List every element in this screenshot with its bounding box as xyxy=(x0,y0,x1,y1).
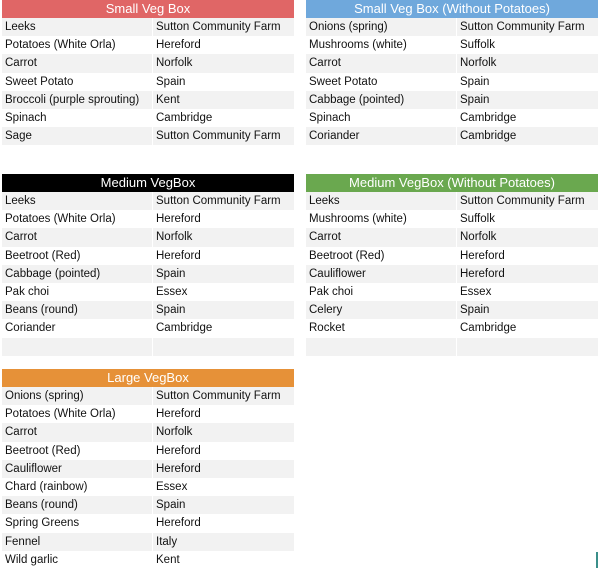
table-row xyxy=(2,145,294,163)
medium-vegbox-without-potatoes-table xyxy=(306,174,598,356)
origin-cell[interactable] xyxy=(153,145,294,163)
table-row xyxy=(2,301,294,319)
table-row xyxy=(306,265,598,283)
table-body xyxy=(2,18,294,164)
origin-cell[interactable]: Cambridge xyxy=(457,319,598,337)
origin-cell[interactable]: Hereford xyxy=(153,460,294,478)
origin-cell[interactable]: Sutton Community Farm xyxy=(457,18,598,36)
medium-vegbox-table xyxy=(2,174,294,356)
table-row xyxy=(2,496,294,514)
origin-cell[interactable]: Essex xyxy=(153,283,294,301)
vegetable-cell[interactable]: Spinach xyxy=(306,109,457,127)
table-row xyxy=(306,247,598,265)
origin-cell[interactable]: Sutton Community Farm xyxy=(153,387,294,405)
origin-cell[interactable]: Spain xyxy=(457,73,598,91)
table-row xyxy=(2,423,294,441)
table-row xyxy=(2,54,294,72)
vegetable-cell[interactable]: Chard (rainbow) xyxy=(2,478,153,496)
vegetable-cell[interactable]: Sweet Potato xyxy=(306,73,457,91)
origin-cell[interactable]: Spain xyxy=(153,301,294,319)
origin-cell[interactable]: Sutton Community Farm xyxy=(153,18,294,36)
table-row xyxy=(306,192,598,210)
vegetable-cell[interactable]: Beetroot (Red) xyxy=(306,247,457,265)
table-row xyxy=(2,551,294,569)
vegetable-cell[interactable]: Beetroot (Red) xyxy=(2,247,153,265)
origin-cell[interactable]: Cambridge xyxy=(457,127,598,145)
table-row xyxy=(306,54,598,72)
origin-cell[interactable]: Spain xyxy=(153,73,294,91)
table-header: Small Veg Box xyxy=(2,0,294,18)
vegetable-cell[interactable]: Cauliflower xyxy=(306,265,457,283)
origin-cell[interactable]: Hereford xyxy=(153,210,294,228)
vegetable-cell[interactable]: Celery xyxy=(306,301,457,319)
table-header: Medium VegBox (Without Potatoes) xyxy=(306,174,598,192)
vegetable-cell[interactable]: Carrot xyxy=(306,54,457,72)
table-row xyxy=(2,36,294,54)
vegetable-cell[interactable]: Spring Greens xyxy=(2,514,153,532)
table-row xyxy=(306,319,598,337)
origin-cell[interactable]: Norfolk xyxy=(457,228,598,246)
origin-cell[interactable]: Cambridge xyxy=(153,319,294,337)
vegetable-cell[interactable]: Broccoli (purple sprouting) xyxy=(2,91,153,109)
origin-cell[interactable]: Essex xyxy=(457,283,598,301)
origin-cell[interactable]: Hereford xyxy=(457,247,598,265)
table-body xyxy=(306,192,598,356)
table-row xyxy=(306,91,598,109)
vegetable-cell[interactable]: Pak choi xyxy=(306,283,457,301)
table-row xyxy=(306,210,598,228)
origin-cell[interactable]: Sutton Community Farm xyxy=(153,127,294,145)
text-cursor xyxy=(596,552,598,568)
large-vegbox-table xyxy=(2,369,294,569)
vegetable-cell[interactable]: Cabbage (pointed) xyxy=(306,91,457,109)
table-header: Medium VegBox xyxy=(2,174,294,192)
table-row xyxy=(2,387,294,405)
origin-cell[interactable]: Norfolk xyxy=(457,54,598,72)
table-row xyxy=(2,247,294,265)
vegetable-cell[interactable] xyxy=(2,145,153,163)
table-row xyxy=(306,109,598,127)
origin-cell[interactable]: Cambridge xyxy=(457,109,598,127)
vegetable-cell[interactable]: Mushrooms (white) xyxy=(306,36,457,54)
table-row xyxy=(2,228,294,246)
table-row xyxy=(2,265,294,283)
table-row xyxy=(306,127,598,145)
vegetable-cell[interactable]: Carrot xyxy=(2,54,153,72)
origin-cell[interactable]: Hereford xyxy=(153,405,294,423)
vegetable-cell[interactable]: Onions (spring) xyxy=(2,387,153,405)
vegetable-cell[interactable]: Potatoes (White Orla) xyxy=(2,210,153,228)
table-row xyxy=(2,109,294,127)
vegetable-cell[interactable]: Mushrooms (white) xyxy=(306,210,457,228)
vegetable-cell[interactable]: Fennel xyxy=(2,533,153,551)
table-row xyxy=(306,73,598,91)
vegetable-cell[interactable]: Leeks xyxy=(306,192,457,210)
origin-cell[interactable] xyxy=(457,338,598,356)
table-row xyxy=(306,18,598,36)
vegetable-cell[interactable]: Spinach xyxy=(2,109,153,127)
vegetable-cell[interactable]: Carrot xyxy=(2,228,153,246)
origin-cell[interactable]: Norfolk xyxy=(153,423,294,441)
origin-cell[interactable]: Spain xyxy=(457,91,598,109)
origin-cell[interactable]: Suffolk xyxy=(457,210,598,228)
table-header: Small Veg Box (Without Potatoes) xyxy=(306,0,598,18)
table-row xyxy=(2,338,294,356)
origin-cell[interactable]: Hereford xyxy=(153,247,294,265)
vegetable-cell[interactable] xyxy=(2,338,153,356)
vegetable-cell[interactable]: Cabbage (pointed) xyxy=(2,265,153,283)
table-row xyxy=(306,283,598,301)
table-row xyxy=(2,533,294,551)
vegetable-cell[interactable] xyxy=(306,338,457,356)
vegetable-cell[interactable]: Potatoes (White Orla) xyxy=(2,405,153,423)
table-row xyxy=(2,18,294,36)
table-row xyxy=(2,283,294,301)
vegetable-cell[interactable]: Leeks xyxy=(2,18,153,36)
vegetable-cell[interactable]: Beans (round) xyxy=(2,301,153,319)
small-veg-box-without-potatoes-table xyxy=(306,0,598,164)
table-row xyxy=(306,301,598,319)
table-row xyxy=(2,405,294,423)
table-row xyxy=(2,442,294,460)
vegetable-cell[interactable]: Coriander xyxy=(306,127,457,145)
table-row xyxy=(306,145,598,163)
vegetable-cell[interactable]: Beans (round) xyxy=(2,496,153,514)
vegetable-cell[interactable]: Cauliflower xyxy=(2,460,153,478)
origin-cell[interactable]: Hereford xyxy=(457,265,598,283)
table-row xyxy=(2,514,294,532)
table-row xyxy=(306,36,598,54)
origin-cell[interactable]: Norfolk xyxy=(153,54,294,72)
origin-cell[interactable]: Sutton Community Farm xyxy=(153,192,294,210)
vegetable-cell[interactable]: Wild garlic xyxy=(2,551,153,569)
origin-cell[interactable]: Essex xyxy=(153,478,294,496)
origin-cell[interactable]: Sutton Community Farm xyxy=(457,192,598,210)
table-row xyxy=(306,338,598,356)
vegetable-cell[interactable]: Onions (spring) xyxy=(306,18,457,36)
small-veg-box-table xyxy=(2,0,294,164)
table-row xyxy=(2,91,294,109)
origin-cell[interactable]: Spain xyxy=(153,496,294,514)
origin-cell[interactable]: Cambridge xyxy=(153,109,294,127)
vegetable-cell[interactable]: Pak choi xyxy=(2,283,153,301)
table-body xyxy=(306,18,598,164)
table-header: Large VegBox xyxy=(2,369,294,387)
vegetable-cell[interactable]: Sweet Potato xyxy=(2,73,153,91)
origin-cell[interactable] xyxy=(153,338,294,356)
vegetable-cell[interactable]: Carrot xyxy=(306,228,457,246)
table-row xyxy=(306,228,598,246)
table-row xyxy=(2,192,294,210)
origin-cell[interactable]: Kent xyxy=(153,91,294,109)
origin-cell[interactable]: Spain xyxy=(153,265,294,283)
vegetable-cell[interactable]: Coriander xyxy=(2,319,153,337)
vegetable-cell[interactable]: Beetroot (Red) xyxy=(2,442,153,460)
vegetable-cell[interactable]: Leeks xyxy=(2,192,153,210)
table-body xyxy=(2,192,294,356)
vegetable-cell[interactable]: Potatoes (White Orla) xyxy=(2,36,153,54)
origin-cell[interactable]: Hereford xyxy=(153,442,294,460)
vegetable-cell[interactable]: Rocket xyxy=(306,319,457,337)
origin-cell[interactable]: Norfolk xyxy=(153,228,294,246)
vegetable-cell[interactable]: Carrot xyxy=(2,423,153,441)
table-row xyxy=(2,460,294,478)
origin-cell[interactable]: Hereford xyxy=(153,36,294,54)
origin-cell[interactable]: Hereford xyxy=(153,514,294,532)
vegetable-cell[interactable]: Sage xyxy=(2,127,153,145)
origin-cell[interactable]: Kent xyxy=(153,551,294,569)
origin-cell[interactable]: Spain xyxy=(457,301,598,319)
table-row xyxy=(2,210,294,228)
vegetable-cell[interactable] xyxy=(306,145,457,163)
origin-cell[interactable] xyxy=(457,145,598,163)
table-row xyxy=(2,127,294,145)
table-body xyxy=(2,387,294,569)
table-row xyxy=(2,73,294,91)
origin-cell[interactable]: Italy xyxy=(153,533,294,551)
table-row xyxy=(2,478,294,496)
table-row xyxy=(2,319,294,337)
origin-cell[interactable]: Suffolk xyxy=(457,36,598,54)
